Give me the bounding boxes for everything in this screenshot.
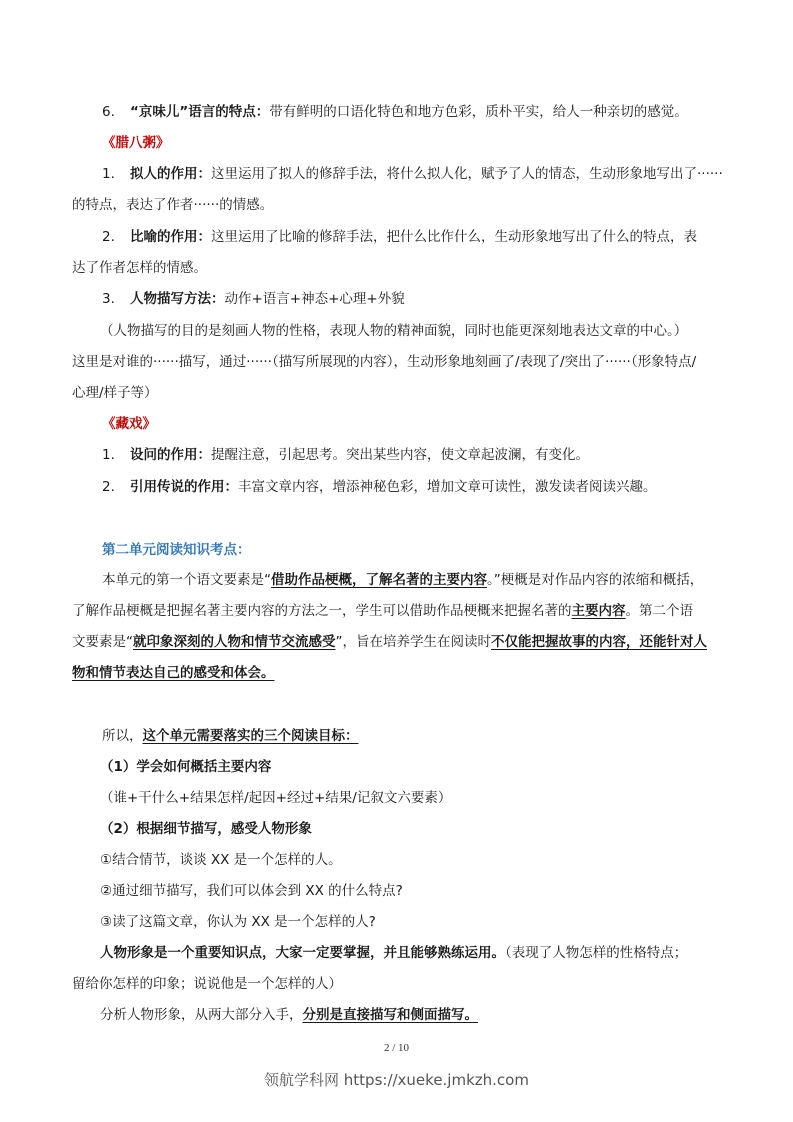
point-3-template-continuation: 心理/样子等）	[72, 385, 158, 401]
key-point-line-2: 留给你怎样的印象；说说他是一个怎样的人）	[72, 976, 342, 992]
unit-2-paragraph-line-4: 物和情节表达自己的感受和体会。	[72, 665, 275, 681]
unit-2-paragraph-line-1: 本单元的第一个语文要素是“借助作品梗概，了解名著的主要内容。”梗概是对作品内容的浓缩和概括，	[102, 572, 704, 588]
goal-2: （2）根据细节描写，感受人物形象	[100, 821, 312, 837]
unit-2-heading: 第二单元阅读知识考点：	[102, 542, 251, 558]
unit-2-paragraph-line-2: 了解作品梗概是把握名著主要内容的方法之一，学生可以借助作品梗概来把握名著的主要内容。第二个语	[72, 603, 693, 619]
point-6: 6. “京味儿”语言的特点：带有鲜明的口语化特色和地方色彩，质朴平实，给人一种亲切的感觉。	[102, 104, 688, 120]
point-1-rhetorical-question: 1. 设问的作用：提醒注意，引起思考。突出某些内容，使文章起波澜，有变化。	[102, 447, 589, 463]
point-3-template: 这里是对谁的······描写，通过······（描写所展现的内容），生动形象地刻画了/表现了/突出了······（形象特点/	[72, 354, 697, 370]
section-heading-cangxi: 《藏戏》	[102, 416, 156, 432]
point-2-metaphor: 2. 比喻的作用：这里运用了比喻的修辞手法，把什么比作什么，生动形象地写出了什么的特点，表	[102, 229, 697, 245]
key-point-line-1: 人物形象是一个重要知识点，大家一定要掌握，并且能够熟练运用。（表现了人物怎样的性格特点；	[100, 945, 688, 961]
point-3-character-description: 3. 人物描写方法：动作+语言+神态+心理+外貌	[102, 291, 405, 307]
goal-1-note: （谁+干什么+结果怎样/起因+经过+结果/记叙文六要素）	[100, 790, 452, 806]
point-2-legend-quote: 2. 引用传说的作用：丰富文章内容，增添神秘色彩，增加文章可读性，激发读者阅读兴趣。	[102, 479, 657, 495]
unit-2-paragraph-line-3: 文要素是“就印象深刻的人物和情节交流感受”，旨在培养学生在阅读时不仅能把握故事的内容，还能针对人	[72, 634, 707, 650]
point-3-purpose: （人物描写的目的是刻画人物的性格，表现人物的精神面貌，同时也能更深刻地表达文章的中心。）	[100, 323, 688, 339]
analysis-line: 分析人物形象，从两大部分入手，分别是直接描写和侧面描写。	[100, 1007, 478, 1023]
footer-watermark: 领航学科网 https://xueke.jmkzh.com	[264, 1071, 529, 1089]
goal-1: （1）学会如何概括主要内容	[100, 759, 272, 775]
question-3: ③读了这篇文章，你认为 XX 是一个怎样的人?	[100, 914, 376, 930]
reading-goals-intro: 所以，这个单元需要落实的三个阅读目标：	[102, 728, 359, 744]
point-1-continuation: 的特点，表达了作者······的情感。	[72, 197, 274, 213]
question-1: ①结合情节，谈谈 XX 是一个怎样的人。	[100, 852, 342, 868]
point-1-personification: 1. 拟人的作用：这里运用了拟人的修辞手法，将什么拟人化，赋予了人的情态，生动形象地写出了······	[102, 166, 723, 182]
page-number: 2 / 10	[383, 1042, 410, 1054]
section-heading-labazhou: 《腊八粥》	[102, 135, 170, 151]
question-2: ②通过细节描写，我们可以体会到 XX 的什么特点?	[100, 883, 403, 899]
point-2-continuation: 达了作者怎样的情感。	[72, 260, 207, 276]
